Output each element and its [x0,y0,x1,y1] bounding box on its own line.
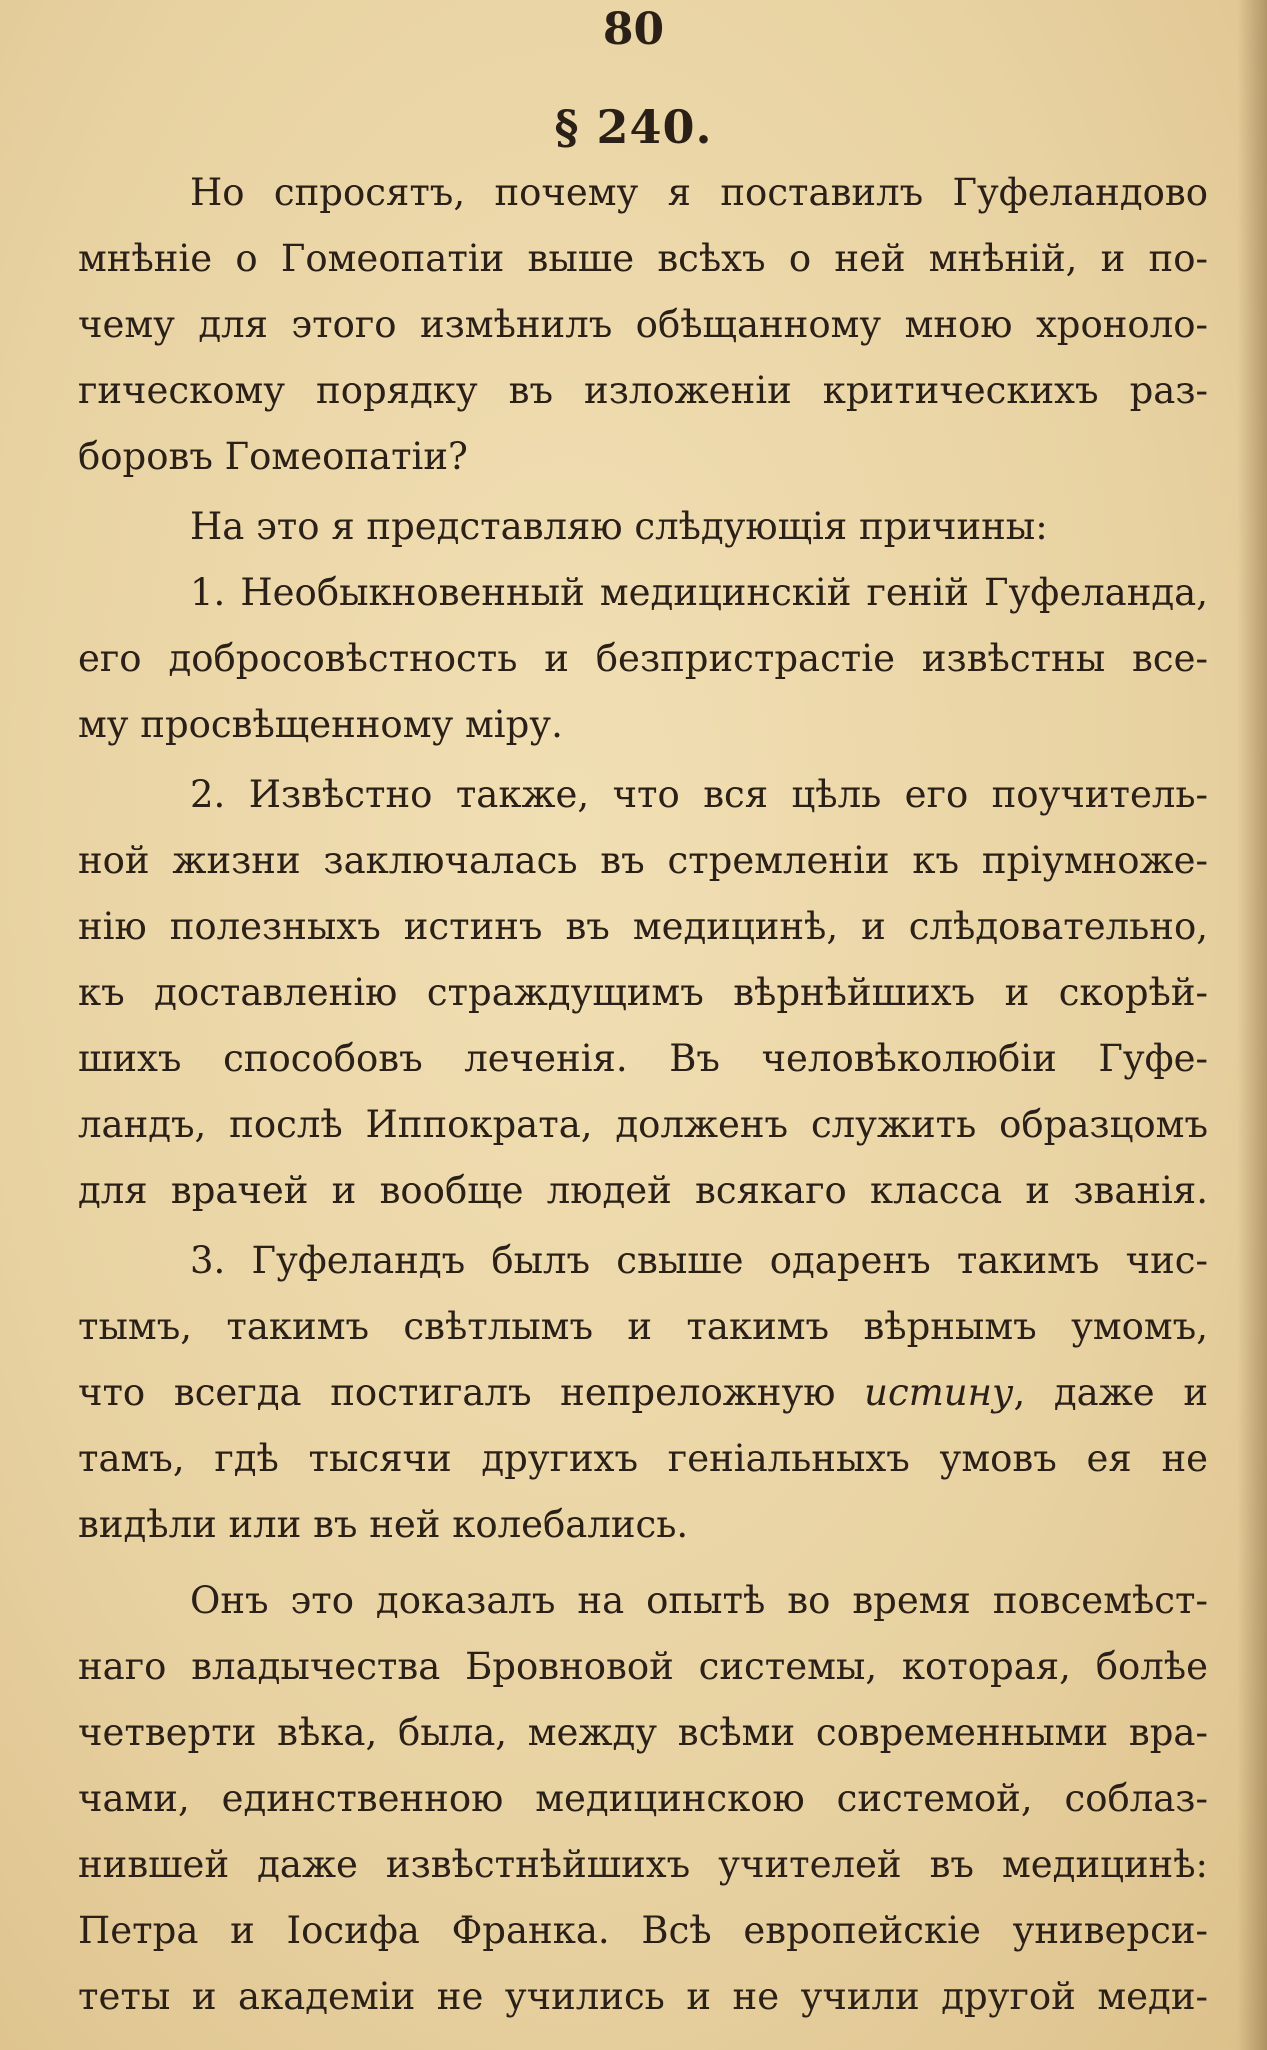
text-line: нившей даже извѣстнѣйшихъ учителей въ медицинѣ: [78,1843,1208,1886]
section-heading: § 240. [554,100,713,154]
text-line: четверти вѣка, была, между всѣми современными вра- [78,1711,1208,1754]
text-line: 3. Гуфеландъ былъ свыше одаренъ такимъ чис- [190,1239,1208,1282]
text-line: для врачей и вообще людей всякаго класса и званія. [78,1169,1208,1212]
text-line-with-emphasis [78,1360,1208,1426]
text-line: чему для этого измѣнилъ обѣщанному мною хроноло- [78,303,1208,346]
text-line: боровъ Гомеопатіи? [78,435,468,478]
text-segment: , даже и [1013,1371,1208,1414]
text-line: его добросовѣстность и безпристрастіе извѣстны все- [78,637,1208,680]
text-line: къ доставленію страждущимъ вѣрнѣйшихъ и скорѣй- [78,971,1208,1014]
text-line: чами, единственною медицинскою системой, соблаз- [78,1777,1208,1820]
text-line: Петра и Іосифа Франка. Всѣ европейскіе универси- [78,1909,1208,1952]
text-line: видѣли или въ ней колебались. [78,1503,689,1546]
text-line: наго владычества Бровновой системы, которая, болѣе [78,1645,1208,1688]
text-line: ной жизни заключалась въ стремленіи къ пріумноже- [78,839,1208,882]
text-line: Онъ это доказалъ на опытѣ во время повсемѣст- [190,1579,1208,1622]
text-line: му просвѣщенному міру. [78,703,563,746]
text-segment: что всегда постигалъ непреложную [78,1371,836,1414]
text-line: тамъ, гдѣ тысячи другихъ геніальныхъ умовъ ея не [78,1437,1208,1480]
text-line: ландъ, послѣ Иппократа, долженъ служить образцомъ [78,1103,1208,1146]
page-gutter-shadow [1237,0,1267,2050]
text-line: теты и академіи не учились и не учили другой меди- [78,1975,1208,2018]
text-line: 1. Необыкновенный медицинскій геній Гуфеланда, [190,571,1208,614]
text-line: На это я представляю слѣдующія причины: [190,505,1048,548]
page-number: 80 [602,4,665,55]
emphasized-word: истину [864,1371,1014,1414]
text-line: гическому порядку въ изложеніи критическихъ раз- [78,369,1208,412]
text-line: нію полезныхъ истинъ въ медицинѣ, и слѣдовательно, [78,905,1208,948]
text-line: 2. Извѣстно также, что вся цѣль его поучитель- [190,773,1208,816]
text-line: шихъ способовъ леченія. Въ человѣколюбіи Гуфе- [78,1037,1208,1080]
text-line: тымъ, такимъ свѣтлымъ и такимъ вѣрнымъ умомъ, [78,1305,1208,1348]
text-line: мнѣніе о Гомеопатіи выше всѣхъ о ней мнѣній, и по- [78,237,1208,280]
text-line: Но спросятъ, почему я поставилъ Гуфеландово [190,171,1208,214]
